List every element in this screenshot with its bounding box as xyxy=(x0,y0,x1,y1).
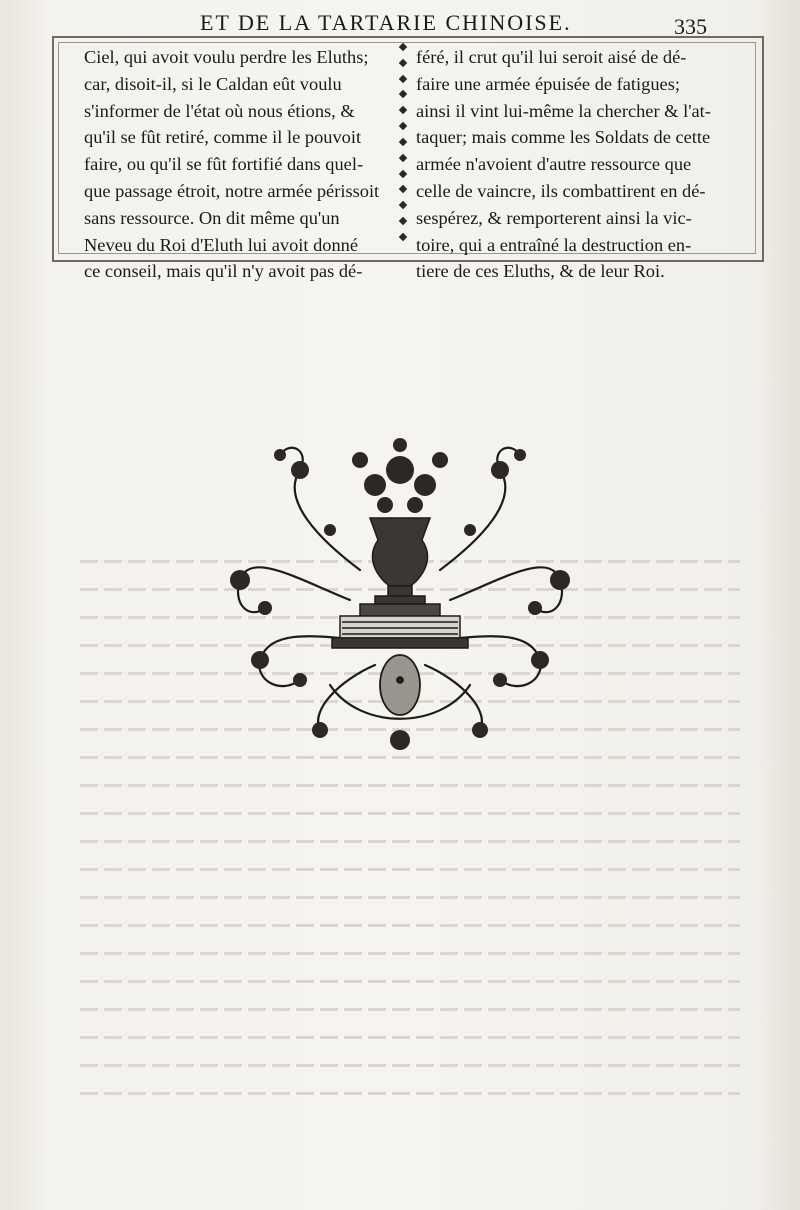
text-line: faire, ou qu'il se fût fortifié dans quel- xyxy=(84,154,364,175)
text-line: toire, qui a entraîné la destruction en- xyxy=(416,234,692,255)
text-line: tiere de ces Eluths, & de leur Roi. xyxy=(416,261,665,282)
text-line: sespérez, & remporterent ainsi la vic- xyxy=(416,207,692,228)
column-divider-ornament xyxy=(396,44,410,240)
text-line: celle de vaincre, ils combattirent en dé- xyxy=(416,180,706,201)
text-line: Ciel, qui avoit voulu perdre les Eluths; xyxy=(84,47,369,67)
floral-vase-vignette-icon xyxy=(210,430,590,760)
text-line: s'informer de l'état où nous étions, & xyxy=(84,100,355,121)
page-header xyxy=(0,0,800,40)
text-line: ce conseil, mais qu'il n'y avoit pas dé- xyxy=(84,261,363,282)
text-line: Neveu du Roi d'Eluth lui avoit donné xyxy=(84,234,359,255)
text-line: sans ressource. On dit même qu'un xyxy=(84,207,340,228)
text-line: que passage étroit, notre armée périssoit xyxy=(84,180,380,201)
text-line: armée n'avoient d'autre ressource que xyxy=(416,154,692,175)
left-column xyxy=(84,44,379,285)
running-head: ET DE LA TARTARIE CHINOISE. xyxy=(200,10,572,35)
text-line: ainsi il vint lui-même la chercher & l'at- xyxy=(416,100,711,121)
page-number: 335 xyxy=(674,14,707,39)
text-line: faire une armée épuisée de fatigues; xyxy=(416,73,680,94)
right-column xyxy=(416,44,711,285)
text-line: taquer; mais comme les Soldats de cette xyxy=(416,127,711,148)
text-line: car, disoit-il, si le Caldan eût voulu xyxy=(84,73,342,94)
text-line: féré, il crut qu'il lui seroit aisé de dé- xyxy=(416,47,687,67)
text-line: qu'il se fût retiré, comme il le pouvoit xyxy=(84,127,362,148)
